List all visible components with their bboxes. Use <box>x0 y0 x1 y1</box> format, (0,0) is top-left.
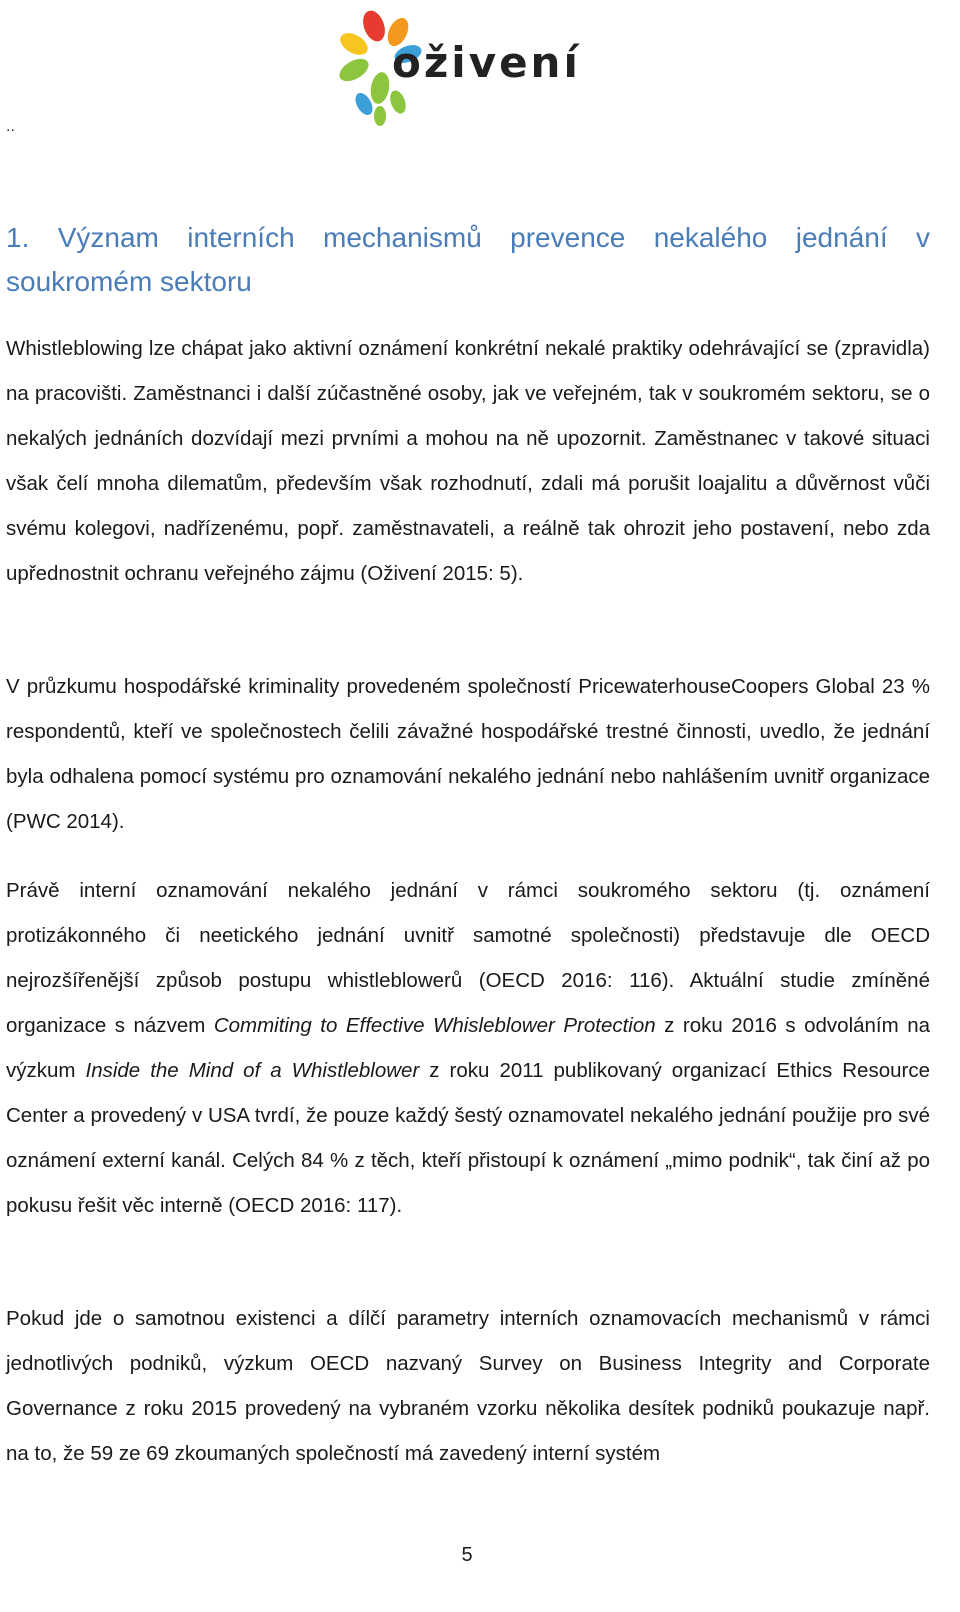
paragraph-3-text-a: Právě interní oznamování nekalého jednání v rámci soukromého sektoru (tj. oznámení protizákonného či neetického jednání uvnitř samotné společnosti) představuje dle OECD nejrozšířenější způsob postupu whistleblowerů (OECD 2016: 116). Aktuální studie zmíněné organizace s názvem <box>6 879 930 1037</box>
paragraph-3-title-italic: Commiting to Effective Whisleblower Protection <box>213 1014 656 1037</box>
paragraph-3 <box>6 868 930 1228</box>
paragraph-4: Pokud jde o samotnou existenci a dílčí parametry interních oznamovacích mechanismů v rámci jednotlivých podniků, výzkum OECD nazvaný Survey on Business Integrity and Corporate Governance z roku 2015 provedený na vybraném vzorku několika desítek podniků poukazuje např. na to, že 59 ze 69 zkoumaných společností má zavedený interní systém <box>6 1307 930 1465</box>
stray-marker: .. <box>6 118 15 135</box>
paragraph-3-text-e: z roku 2011 publikovaný organizací Ethics Resource Center a provedený v USA tvrdí, že pouze každý šestý oznamovatel nekalého jednání použije pro své oznámení externí kanál. Celých 84 % z těch, kteří přistoupí k oznámení „mimo podnik“, tak činí až po pokusu řešit věc interně (OECD 2016: 117). <box>6 1059 930 1217</box>
paragraph-3-survey-italic: Inside the Mind of a Whistleblower <box>85 1059 420 1082</box>
section-heading: 1. Význam interních mechanismů prevence nekalého jednání v soukromém sektoru <box>6 222 930 297</box>
oziveni-logo <box>336 4 596 128</box>
paragraph-1: Whistleblowing lze chápat jako aktivní oznámení konkrétní nekalé praktiky odehrávající se (zpravidla) na pracovišti. Zaměstnanci i další zúčastněné osoby, jak ve veřejném, tak v soukromém sektoru, se o nekalých jednáních dozvídají mezi prvními a mohou na ně upozornit. Zaměstnanec v takové situaci však čelí mnoha dilematům, především však rozhodnutí, zdali má porušit loajalitu a důvěrnost vůči svému kolegovi, nadřízenému, popř. zaměstnavateli, a reálně tak ohrozit jeho postavení, nebo zda upřednostnit ochranu veřejného zájmu (Oživení 2015: 5). <box>6 337 930 585</box>
page-number: 5 <box>461 1544 473 1566</box>
paragraph-3-text-c: z roku 2016 s odvoláním na výzkum <box>6 1014 931 1082</box>
paragraph-2: V průzkumu hospodářské kriminality provedeném společností PricewaterhouseCoopers Global 23 % respondentů, kteří ve společnostech čelili závažné hospodářské trestné činnosti, uvedlo, že jednání byla odhalena pomocí systému pro oznamování nekalého jednání nebo nahlášením uvnitř organizace (PWC 2014). <box>6 675 930 833</box>
logo-text: oživení <box>392 38 581 87</box>
